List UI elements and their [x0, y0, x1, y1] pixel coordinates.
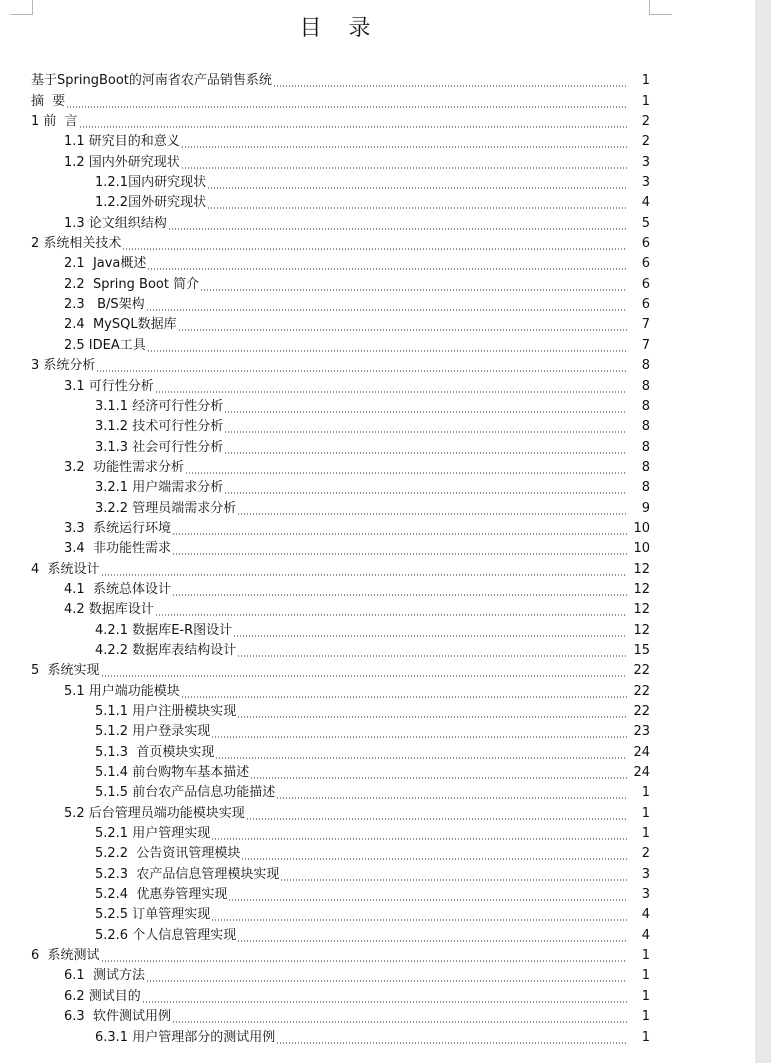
toc-dot-leader [172, 1021, 627, 1023]
toc-page-number: 8 [641, 419, 650, 435]
toc-entry-text: 4 系统设计 [31, 561, 100, 577]
toc-page-number: 22 [633, 704, 650, 719]
toc-entry[interactable] [0, 314, 755, 334]
toc-page-number: 6 [641, 256, 650, 272]
toc-page-number: 22 [633, 663, 650, 679]
toc-entry[interactable] [0, 1026, 755, 1046]
toc-dot-leader [181, 696, 627, 698]
toc-entry-text: 5.1 用户端功能模块 [64, 683, 180, 699]
toc-page-number: 12 [633, 581, 650, 597]
toc-entry[interactable] [0, 172, 755, 192]
toc-dot-leader [172, 594, 627, 596]
toc-dot-leader [96, 370, 627, 372]
toc-entry[interactable] [0, 924, 755, 944]
toc-entry[interactable] [0, 558, 755, 578]
toc-page-number: 4 [641, 907, 650, 923]
toc-entry-text: 5.2.4 优惠券管理实现 [95, 887, 228, 903]
toc-page-number: 3 [641, 866, 650, 882]
toc-entry[interactable] [0, 680, 755, 700]
toc-entry-text: 4.1 系统总体设计 [64, 581, 171, 597]
toc-entry-text: 3.2.1 用户端需求分析 [95, 480, 224, 496]
toc-entry[interactable] [0, 192, 755, 212]
toc-page-number: 8 [641, 439, 650, 455]
toc-page-number: 1 [641, 805, 650, 821]
toc-dot-leader [237, 940, 627, 942]
toc-entry[interactable] [0, 538, 755, 558]
toc-entry[interactable] [0, 985, 755, 1005]
toc-dot-leader [155, 614, 627, 616]
toc-entry-text: 3.1.2 技术可行性分析 [95, 419, 224, 435]
toc-dot-leader [101, 574, 627, 576]
toc-page-number: 6 [641, 236, 650, 252]
toc-entry[interactable] [0, 741, 755, 761]
toc-dot-leader [224, 411, 627, 413]
toc-entry[interactable] [0, 457, 755, 477]
toc-page-number: 1 [641, 93, 650, 109]
toc-entry[interactable] [0, 111, 755, 131]
toc-entry-text: 1 前 言 [31, 114, 78, 130]
toc-dot-leader [211, 736, 627, 738]
toc-page-number: 3 [641, 154, 650, 170]
toc-entry-text: 3.2 功能性需求分析 [64, 459, 184, 475]
toc-entry-text: 1.1 研究目的和意义 [64, 134, 180, 150]
toc-page-number: 2 [641, 134, 650, 150]
toc-page-number: 5 [641, 215, 650, 231]
toc-entry-text: 5 系统实现 [31, 663, 100, 679]
toc-entry[interactable] [0, 823, 755, 843]
toc-entry-text: 3.4 非功能性需求 [64, 541, 171, 557]
toc-entry[interactable] [0, 375, 755, 395]
toc-entry[interactable] [0, 355, 755, 375]
toc-entry-text: 5.2.3 农产品信息管理模块实现 [95, 866, 280, 882]
toc-page-number: 7 [641, 337, 650, 353]
toc-entry-text: 5.1.2 用户登录实现 [95, 724, 211, 740]
toc-entry[interactable] [0, 1006, 755, 1026]
toc-entry-text: 2.1 Java概述 [64, 256, 147, 272]
toc-entry[interactable] [0, 416, 755, 436]
margin-corner-mark-left [10, 0, 33, 15]
toc-entry[interactable] [0, 640, 755, 660]
toc-page-number: 1 [641, 988, 650, 1004]
toc-dot-leader [246, 818, 627, 820]
toc-entry-text: 5.1.1 用户注册模块实现 [95, 704, 237, 719]
toc-entry[interactable] [0, 294, 755, 314]
toc-entry-text: 1.2.1国内研究现状 [95, 175, 207, 191]
toc-entry[interactable] [0, 762, 755, 782]
toc-entry[interactable] [0, 90, 755, 110]
toc-page-number: 1 [641, 948, 650, 964]
toc-entry[interactable] [0, 233, 755, 253]
toc-page-number: 8 [641, 358, 650, 374]
toc-page-number: 8 [641, 398, 650, 414]
toc-dot-leader [237, 655, 627, 657]
toc-entry[interactable] [0, 212, 755, 232]
toc-dot-leader [172, 553, 627, 555]
toc-dot-leader [147, 350, 627, 352]
right-gutter [755, 0, 771, 1063]
toc-entry-text: 5.2.1 用户管理实现 [95, 826, 211, 842]
toc-entry-text: 5.1.4 前台购物车基本描述 [95, 765, 250, 781]
toc-page-number: 15 [633, 642, 650, 658]
toc-entry-text: 3.1 可行性分析 [64, 378, 154, 394]
toc-dot-leader [211, 919, 627, 921]
toc-page-number: 8 [641, 459, 650, 475]
toc-dot-leader [200, 289, 627, 291]
toc-entry-text: 4.2.1 数据库E-R图设计 [95, 622, 233, 638]
toc-dot-leader [241, 858, 627, 860]
toc-entry[interactable] [0, 70, 755, 90]
toc-entry-text: 4.2.2 数据库表结构设计 [95, 642, 237, 658]
toc-entry-text: 2.3 B/S架构 [64, 297, 145, 313]
toc-page-number: 12 [633, 561, 650, 577]
toc-entry[interactable] [0, 965, 755, 985]
toc-page-number: 1 [641, 785, 650, 801]
toc-entry[interactable] [0, 660, 755, 680]
toc-entry-text: 5.2.2 公告资讯管理模块 [95, 846, 241, 862]
toc-dot-leader [224, 431, 627, 433]
toc-entry-text: 5.1.3 首页模块实现 [95, 744, 215, 760]
toc-entry-text: 6.3 软件测试用例 [64, 1009, 171, 1025]
toc-page-number: 6 [641, 297, 650, 313]
toc-dot-leader [276, 797, 627, 799]
toc-dot-leader [207, 187, 627, 189]
toc-page-number: 22 [633, 683, 650, 699]
toc-entry-text: 6.3.1 用户管理部分的测试用例 [95, 1029, 276, 1045]
toc-entry[interactable] [0, 843, 755, 863]
toc-dot-leader [178, 329, 627, 331]
toc-page-number: 1 [641, 73, 650, 89]
toc-dot-leader [181, 167, 627, 169]
toc-page-number: 9 [641, 500, 650, 516]
margin-corner-mark-right [649, 0, 672, 15]
toc-dot-leader [228, 899, 627, 901]
toc-dot-leader [250, 777, 627, 779]
toc-dot-leader [273, 85, 627, 87]
toc-entry[interactable] [0, 701, 755, 721]
toc-page-number: 24 [633, 765, 650, 781]
toc-entry-text: 摘 要 [31, 93, 66, 109]
toc-dot-leader [237, 513, 627, 515]
toc-page-number: 12 [633, 622, 650, 638]
toc-page-number: 4 [641, 927, 650, 943]
toc-page-number: 1 [641, 968, 650, 984]
toc-dot-leader [233, 635, 627, 637]
toc-dot-leader [276, 1042, 627, 1044]
toc-entry[interactable] [0, 884, 755, 904]
toc-page-number: 1 [641, 1029, 650, 1045]
toc-entry-text: 3.2.2 管理员端需求分析 [95, 500, 237, 516]
toc-entry-text: 5.2.6 个人信息管理实现 [95, 927, 237, 943]
toc-entry-text: 1.2.2国外研究现状 [95, 195, 207, 211]
toc-entry-text: 2.5 IDEA工具 [64, 337, 146, 353]
toc-entry-text: 6.1 测试方法 [64, 968, 145, 984]
toc-dot-leader [224, 492, 627, 494]
toc-page-number: 8 [641, 378, 650, 394]
toc-entry[interactable] [0, 477, 755, 497]
toc-entry[interactable] [0, 151, 755, 171]
toc-page-number: 6 [641, 276, 650, 292]
toc-entry[interactable] [0, 599, 755, 619]
toc-page-number: 8 [641, 480, 650, 496]
toc-entry-text: 2.2 Spring Boot 简介 [64, 276, 200, 292]
toc-dot-leader [280, 879, 627, 881]
toc-entry[interactable] [0, 863, 755, 883]
toc-dot-leader [142, 1001, 627, 1003]
toc-dot-leader [146, 980, 627, 982]
toc-entry-text: 基于SpringBoot的河南省农产品销售系统 [31, 73, 272, 89]
toc-dot-leader [181, 146, 627, 148]
toc-title: 目 录 [299, 16, 381, 41]
toc-page-number: 12 [633, 602, 650, 618]
toc-entry-text: 3.1.3 社会可行性分析 [95, 439, 224, 455]
toc-dot-leader [224, 452, 627, 454]
toc-page-number: 2 [641, 846, 650, 862]
toc-dot-leader [122, 248, 627, 250]
toc-page-number: 10 [633, 541, 650, 557]
toc-entry-text: 1.3 论文组织结构 [64, 215, 167, 231]
toc-entry[interactable] [0, 396, 755, 416]
toc-entry[interactable] [0, 131, 755, 151]
toc-entry-text: 2.4 MySQL数据库 [64, 317, 177, 333]
toc-entry[interactable] [0, 904, 755, 924]
toc-entry-text: 4.2 数据库设计 [64, 602, 154, 618]
toc-entry-text: 5.2.5 订单管理实现 [95, 907, 211, 923]
toc-dot-leader [101, 675, 627, 677]
toc-dot-leader [147, 268, 627, 270]
toc-entry[interactable] [0, 518, 755, 538]
toc-entry[interactable] [0, 253, 755, 273]
toc-entry[interactable] [0, 334, 755, 354]
toc-page-number: 3 [641, 887, 650, 903]
toc-entry-text: 5.1.5 前台农产品信息功能描述 [95, 785, 276, 801]
toc-dot-leader [237, 716, 627, 718]
toc-page-number: 10 [633, 520, 650, 536]
toc-entry-text: 1.2 国内外研究现状 [64, 154, 180, 170]
toc-entry[interactable] [0, 436, 755, 456]
toc-list [0, 70, 755, 1047]
toc-dot-leader [146, 309, 627, 311]
toc-entry[interactable] [0, 945, 755, 965]
toc-entry-text: 2 系统相关技术 [31, 236, 122, 252]
toc-page-number: 23 [633, 724, 650, 740]
toc-dot-leader [211, 838, 627, 840]
toc-dot-leader [101, 960, 627, 962]
toc-entry[interactable] [0, 579, 755, 599]
toc-entry-text: 5.2 后台管理员端功能模块实现 [64, 805, 245, 821]
toc-entry[interactable] [0, 721, 755, 741]
toc-entry-text: 6.2 测试目的 [64, 988, 141, 1004]
toc-entry[interactable] [0, 497, 755, 517]
toc-dot-leader [168, 228, 627, 230]
toc-dot-leader [172, 533, 627, 535]
toc-entry-text: 6 系统测试 [31, 948, 100, 964]
toc-dot-leader [185, 472, 627, 474]
toc-page-number: 7 [641, 317, 650, 333]
toc-entry[interactable] [0, 619, 755, 639]
toc-dot-leader [66, 106, 627, 108]
toc-page-number: 3 [641, 175, 650, 191]
toc-page-number: 1 [641, 1009, 650, 1025]
toc-entry-text: 3 系统分析 [31, 358, 96, 374]
toc-entry-text: 3.1.1 经济可行性分析 [95, 398, 224, 414]
toc-entry[interactable] [0, 273, 755, 293]
toc-dot-leader [79, 126, 627, 128]
toc-entry[interactable] [0, 782, 755, 802]
toc-page-number: 4 [641, 195, 650, 211]
toc-entry-text: 3.3 系统运行环境 [64, 520, 171, 536]
toc-dot-leader [207, 207, 627, 209]
toc-page-number: 1 [641, 826, 650, 842]
toc-entry[interactable] [0, 802, 755, 822]
toc-page-number: 24 [633, 744, 650, 760]
toc-page-number: 2 [641, 114, 650, 130]
toc-dot-leader [215, 757, 627, 759]
toc-dot-leader [155, 391, 627, 393]
